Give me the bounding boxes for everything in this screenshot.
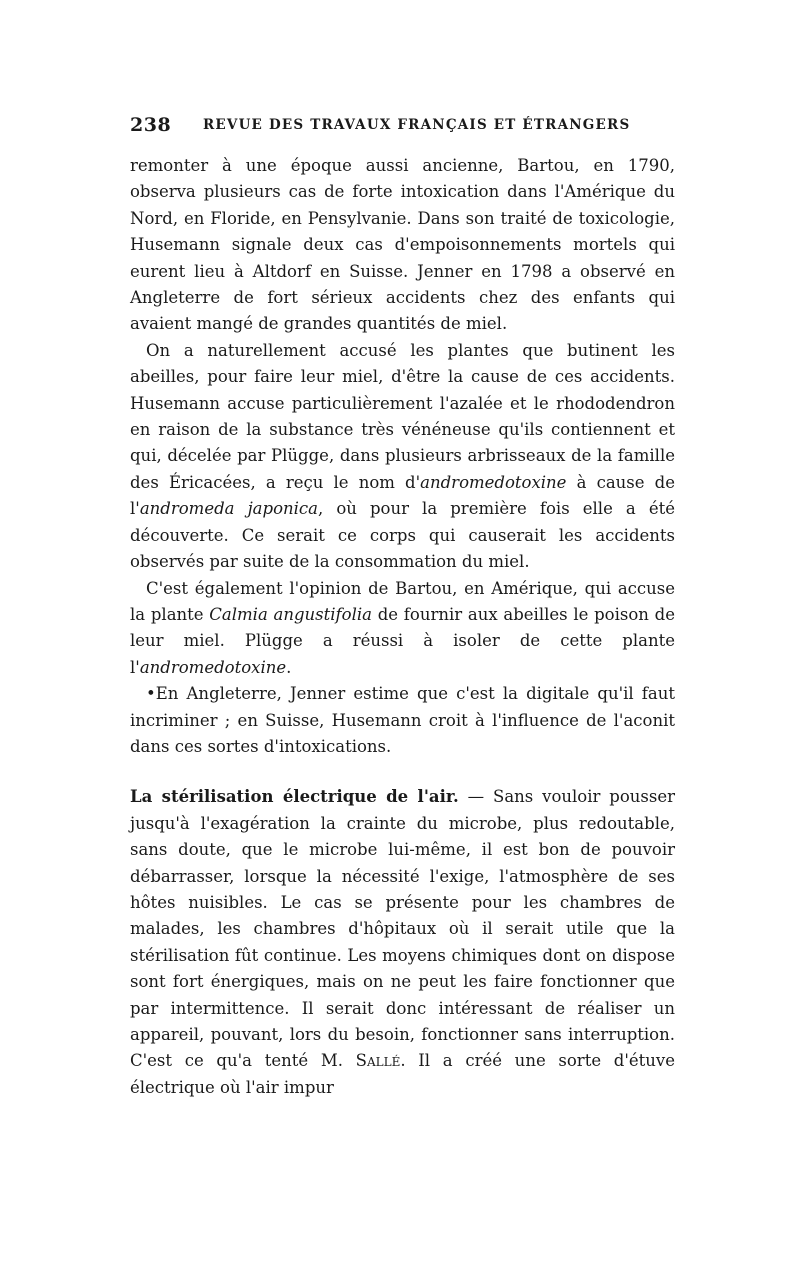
italic-term: andromeda japonica	[139, 499, 318, 519]
running-head	[130, 114, 675, 142]
paragraph-text: remonter à une époque aussi ancienne, Bartou, en 1790, observa plusieurs cas de forte intoxication dans l'Amérique du Nord, en Floride, en Pensylvanie. Dans son traité de toxicologie, Husemann signale deux cas d'empoisonnements mortels qui eurent lieu à Altdorf en Suisse. Jenner en 1798 a observé en Angleterre de fort sérieux accidents chez des enfants qui avaient mangé de grandes quantités de miel.	[130, 156, 675, 334]
text-run: On a naturellement accusé les plantes que butinent les abeilles, pour faire leur miel, d'être la cause de ces accidents. Husemann accuse particulièrement l'azalée et le rhododendron en raison de la substance très vénéneuse qu'ils contiennent et qui, décelée par Plügge, dans plusieurs arbrisseaux de la famille des Éricacées, a reçu le nom d'	[130, 340, 675, 492]
paragraph	[130, 576, 675, 682]
italic-term: andromedotoxine	[420, 472, 567, 492]
body-text	[130, 153, 675, 1101]
section-paragraph	[130, 784, 675, 1101]
italic-term: andromedotoxine	[139, 657, 287, 677]
text-run: . Il a créé une sorte d'étuve électrique où l'air impur	[130, 1051, 676, 1097]
text-run: .	[286, 657, 292, 677]
text-run: de fournir aux abeilles le poison de leur miel. Plügge a réussi à isoler de cette plante l'	[130, 604, 675, 677]
paragraph-text: •En Angleterre, Jenner estime que c'est la digitale qu'il faut incriminer ; en Suisse, Husemann croit à l'influence de l'aconit dans ces sortes d'intoxications.	[130, 684, 675, 756]
section-heading: La stérilisation électrique de l'air.	[130, 787, 459, 807]
journal-title: REVUE DES TRAVAUX FRANÇAIS ET ÉTRANGERS	[203, 117, 631, 133]
text-run: — Sans vouloir pousser jusqu'à l'exagération la crainte du microbe, plus redoutable, sans doute, que le microbe lui-même, il est bon de pouvoir débarrasser, lorsque la nécessité l'exige, l'atmosphère de ses hôtes nuisibles. Le cas se présente pour les chambres de malades, les chambres d'hôpitaux où il serait utile que la stérilisation fût continue. Les moyens chimiques dont on dispose sont fort énergiques, mais on ne peut les faire fonctionner que par intermittence. Il serait donc intéressant de réaliser un appareil, pouvant, lors du besoin, fonctionner sans interruption. C'est ce qu'a tenté M.	[130, 787, 675, 1071]
text-run: à cause de l'	[130, 472, 675, 519]
text-run: C'est également l'opinion de Bartou, en Amérique, qui accuse la plante	[130, 578, 675, 624]
paragraph	[130, 681, 675, 760]
italic-term: Calmia angustifolia	[209, 604, 372, 624]
text-run: , où pour la première fois elle a été découverte. Ce serait ce corps qui causerait les accidents observés par suite de la consommation du miel.	[130, 499, 675, 572]
paragraph	[130, 153, 675, 338]
author-name: Sallé	[355, 1051, 401, 1071]
page-number: 238	[130, 114, 172, 136]
paragraph	[130, 338, 675, 576]
